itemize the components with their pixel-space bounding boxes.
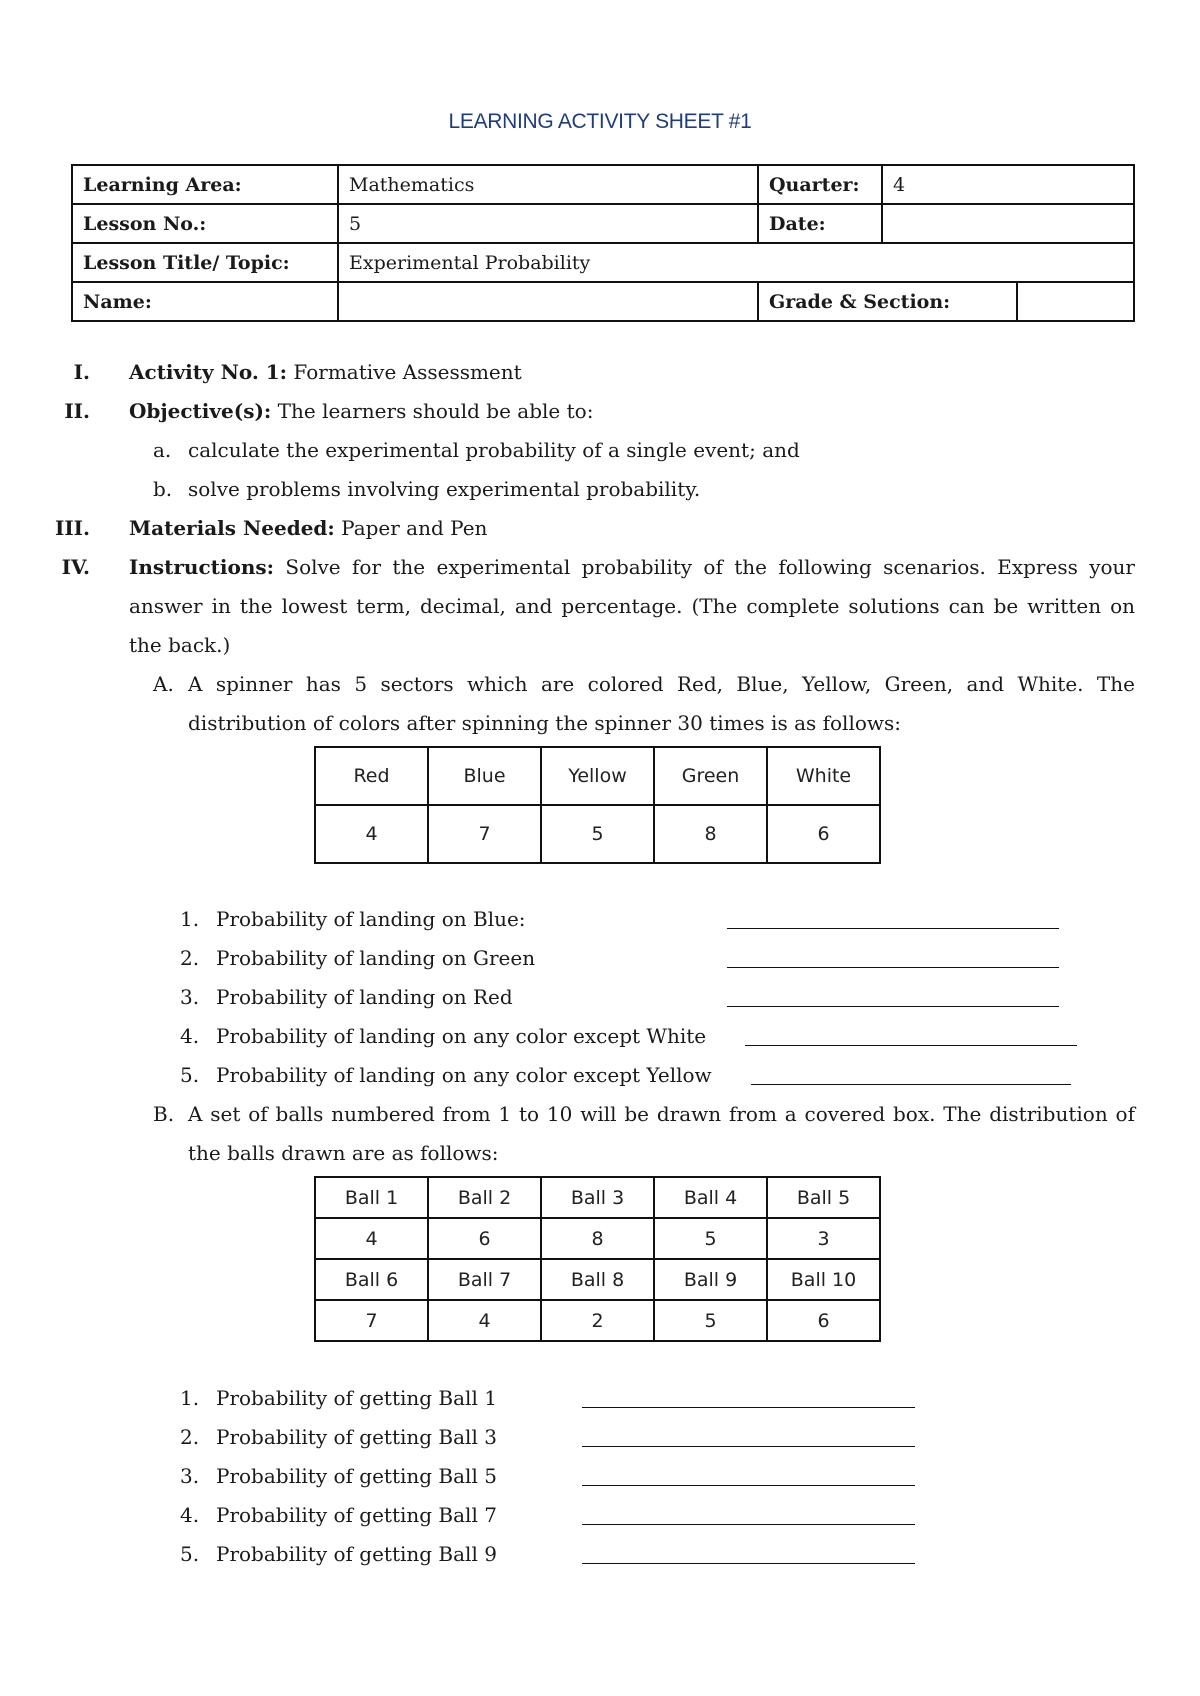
table-header-cell: Ball 6 — [315, 1259, 428, 1300]
quarter-value: 4 — [882, 165, 1134, 204]
objectives-label: Objective(s): — [129, 399, 272, 423]
learning-area-label: Learning Area: — [72, 165, 338, 204]
quarter-label: Quarter: — [758, 165, 882, 204]
table-value-cell: 5 — [654, 1218, 767, 1259]
question-number: 2. — [180, 946, 200, 970]
balls-table — [314, 1176, 881, 1342]
table-header-cell: Ball 7 — [428, 1259, 541, 1300]
answer-blank[interactable] — [582, 1524, 915, 1525]
sheet-title: LEARNING ACTIVITY SHEET #1 — [448, 110, 752, 133]
table-header-cell: Ball 9 — [654, 1259, 767, 1300]
table-header-cell: Ball 5 — [767, 1177, 880, 1218]
question-text: Probability of landing on Blue: — [216, 907, 526, 931]
table-value-cell: 6 — [428, 1218, 541, 1259]
question-text: Probability of landing on any color except White — [216, 1024, 707, 1048]
table-header-cell: Green — [654, 747, 767, 805]
table-header-cell: White — [767, 747, 880, 805]
grade-section-label: Grade & Section: — [758, 282, 1017, 321]
spinner-table — [314, 746, 881, 864]
question-text: Probability of landing on Red — [216, 985, 513, 1009]
learning-area-value: Mathematics — [338, 165, 758, 204]
answer-blank[interactable] — [751, 1084, 1071, 1085]
objective-item: calculate the experimental probability of a single event; and — [188, 438, 800, 462]
answer-blank[interactable] — [582, 1407, 915, 1408]
table-value-cell: 6 — [767, 805, 880, 863]
part-b-text: A set of balls numbered from 1 to 10 will be drawn from a covered box. The distribution of the balls drawn are as follows: — [188, 1102, 1135, 1165]
table-value-cell: 8 — [654, 805, 767, 863]
grade-section-field[interactable] — [1017, 282, 1134, 321]
question-text: Probability of getting Ball 5 — [216, 1464, 497, 1488]
materials-text: Paper and Pen — [334, 516, 488, 540]
table-value-cell: 2 — [541, 1300, 654, 1341]
question-number: 3. — [180, 1464, 200, 1488]
table-header-cell: Ball 4 — [654, 1177, 767, 1218]
table-value-cell: 3 — [767, 1218, 880, 1259]
table-value-cell: 8 — [541, 1218, 654, 1259]
question-number: 1. — [180, 1386, 200, 1410]
question-text: Probability of landing on any color except Yellow — [216, 1063, 712, 1087]
answer-blank[interactable] — [582, 1446, 915, 1447]
question-number: 1. — [180, 907, 200, 931]
activity-line — [129, 360, 522, 384]
question-number: 4. — [180, 1024, 200, 1048]
answer-blank[interactable] — [727, 1006, 1059, 1007]
answer-blank[interactable] — [745, 1045, 1077, 1046]
part-b-marker: B. — [153, 1102, 175, 1126]
lesson-title-value: Experimental Probability — [338, 243, 1134, 282]
lesson-no-label: Lesson No.: — [72, 204, 338, 243]
question-text: Probability of getting Ball 3 — [216, 1425, 497, 1449]
name-label: Name: — [72, 282, 338, 321]
question-number: 5. — [180, 1063, 200, 1087]
question-text: Probability of landing on Green — [216, 946, 536, 970]
date-field[interactable] — [882, 204, 1134, 243]
instructions-text: Solve for the experimental probability of the following scenarios. Express your answer in the lowest term, decimal, and percentage. (The complete solutions can be written on the back.) — [129, 555, 1135, 657]
question-number: 5. — [180, 1542, 200, 1566]
table-header-cell: Ball 3 — [541, 1177, 654, 1218]
instructions-label: Instructions: — [129, 555, 275, 579]
objectives-line — [129, 399, 593, 423]
section-numeral: I. — [73, 360, 90, 384]
part-a-marker: A. — [153, 672, 174, 696]
question-text: Probability of getting Ball 1 — [216, 1386, 497, 1410]
activity-text: Formative Assessment — [287, 360, 522, 384]
answer-blank[interactable] — [727, 967, 1059, 968]
lesson-no-value: 5 — [338, 204, 758, 243]
activity-label: Activity No. 1: — [129, 360, 288, 384]
table-value-cell: 7 — [315, 1300, 428, 1341]
answer-blank[interactable] — [582, 1563, 915, 1564]
section-numeral: IV. — [61, 555, 90, 579]
answer-blank[interactable] — [727, 928, 1059, 929]
instructions-paragraph — [129, 548, 1135, 665]
section-numeral: III. — [54, 516, 90, 540]
objectives-text: The learners should be able to: — [271, 399, 594, 423]
question-number: 2. — [180, 1425, 200, 1449]
table-header-cell: Ball 1 — [315, 1177, 428, 1218]
objective-marker: a. — [153, 438, 172, 462]
question-text: Probability of getting Ball 7 — [216, 1503, 497, 1527]
part-a-text: A spinner has 5 sectors which are colored Red, Blue, Yellow, Green, and White. The distribution of colors after spinning the spinner 30 times is as follows: — [188, 672, 1135, 735]
objective-item: solve problems involving experimental probability. — [188, 477, 701, 501]
lesson-info-table — [71, 164, 1135, 322]
answer-blank[interactable] — [582, 1485, 915, 1486]
question-text: Probability of getting Ball 9 — [216, 1542, 497, 1566]
table-value-cell: 7 — [428, 805, 541, 863]
table-value-cell: 5 — [541, 805, 654, 863]
table-header-cell: Ball 8 — [541, 1259, 654, 1300]
question-number: 3. — [180, 985, 200, 1009]
table-header-cell: Blue — [428, 747, 541, 805]
table-header-cell: Ball 10 — [767, 1259, 880, 1300]
table-header-cell: Yellow — [541, 747, 654, 805]
table-header-cell: Red — [315, 747, 428, 805]
table-value-cell: 6 — [767, 1300, 880, 1341]
table-value-cell: 4 — [315, 1218, 428, 1259]
section-numeral: II. — [64, 399, 90, 423]
materials-label: Materials Needed: — [129, 516, 335, 540]
table-value-cell: 4 — [428, 1300, 541, 1341]
table-value-cell: 4 — [315, 805, 428, 863]
lesson-title-label: Lesson Title/ Topic: — [72, 243, 338, 282]
objective-marker: b. — [153, 477, 173, 501]
table-value-cell: 5 — [654, 1300, 767, 1341]
name-field[interactable] — [338, 282, 758, 321]
date-label: Date: — [758, 204, 882, 243]
materials-line — [129, 516, 487, 540]
question-number: 4. — [180, 1503, 200, 1527]
table-header-cell: Ball 2 — [428, 1177, 541, 1218]
